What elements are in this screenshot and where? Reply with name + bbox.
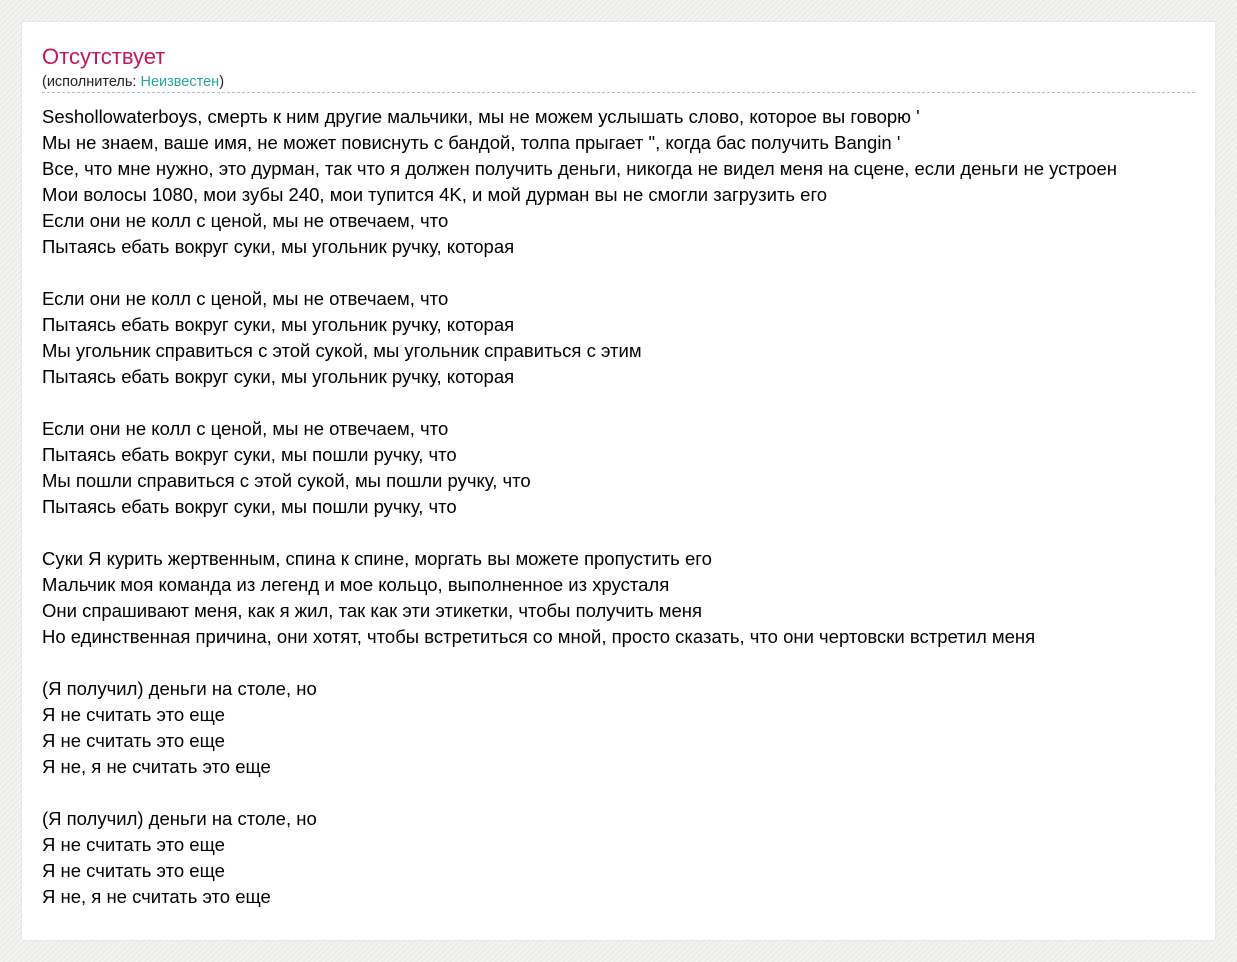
blank-line (42, 650, 1215, 676)
lyric-line: (Я получил) деньги на столе, но (42, 678, 317, 699)
lyric-line: Если они не колл с ценой, мы не отвечаем, что (42, 288, 449, 309)
lyric-line: Пытаясь ебать вокруг суки, мы угольник ручку, которая (42, 314, 515, 335)
blank-line (42, 390, 1215, 416)
lyric-line: Я не считать это еще (42, 730, 225, 751)
lyric-line: (Я получил) деньги на столе, но (42, 808, 317, 829)
lyric-line: Если они не колл с ценой, мы не отвечаем, что (42, 418, 449, 439)
lyric-line: Мы не знаем, ваше имя, не может повиснуть с бандой, толпа прыгает ", когда бас получить Bangin ' (42, 132, 901, 153)
artist-prefix: (исполнитель: (42, 74, 141, 90)
lyrics-text (42, 104, 1215, 910)
lyric-line: Если они не колл с ценой, мы не отвечаем, что (42, 210, 449, 231)
lyric-line: Мы пошли справиться с этой сукой, мы пошли ручку, что (42, 470, 531, 491)
lyric-line: Я не, я не считать это еще (42, 886, 271, 907)
blank-line (42, 780, 1215, 806)
lyric-line: Но единственная причина, они хотят, чтобы встретиться со мной, просто сказать, что они чертовски встретил меня (42, 626, 1036, 647)
lyric-line: Я не считать это еще (42, 834, 225, 855)
blank-line (42, 260, 1215, 286)
lyric-line: Они спрашивают меня, как я жил, так как эти этикетки, чтобы получить меня (42, 600, 703, 621)
lyric-line: Пытаясь ебать вокруг суки, мы пошли ручку, что (42, 444, 457, 465)
divider (42, 92, 1195, 93)
lyric-line: Мои волосы 1080, мои зубы 240, мои тупится 4K, и мой дурман вы не смогли загрузить его (42, 184, 828, 205)
lyric-line: Пытаясь ебать вокруг суки, мы угольник ручку, которая (42, 366, 515, 387)
blank-line (42, 520, 1215, 546)
artist-suffix: ) (219, 74, 225, 90)
lyric-line: Мы угольник справиться с этой сукой, мы угольник справиться с этим (42, 340, 642, 361)
lyric-line: Пытаясь ебать вокруг суки, мы угольник ручку, которая (42, 236, 515, 257)
artist-link[interactable]: Неизвестен (140, 74, 220, 90)
lyric-line: Я не считать это еще (42, 704, 225, 725)
lyrics-card (22, 22, 1215, 940)
artist-line (42, 73, 224, 91)
lyric-line: Seshollowaterboys, смерть к ним другие мальчики, мы не можем услышать слово, которое вы говорю ' (42, 106, 920, 127)
lyric-line: Я не считать это еще (42, 860, 225, 881)
lyric-line: Все, что мне нужно, это дурман, так что я должен получить деньги, никогда не видел меня на сцене, если деньги не устроен (42, 158, 1117, 179)
lyric-line: Суки Я курить жертвенным, спина к спине, моргать вы можете пропустить его (42, 548, 712, 569)
song-title: Отсутствует (42, 44, 166, 69)
lyric-line: Пытаясь ебать вокруг суки, мы пошли ручку, что (42, 496, 457, 517)
lyric-line: Мальчик моя команда из легенд и мое кольцо, выполненное из хрусталя (42, 574, 670, 595)
lyric-line: Я не, я не считать это еще (42, 756, 271, 777)
